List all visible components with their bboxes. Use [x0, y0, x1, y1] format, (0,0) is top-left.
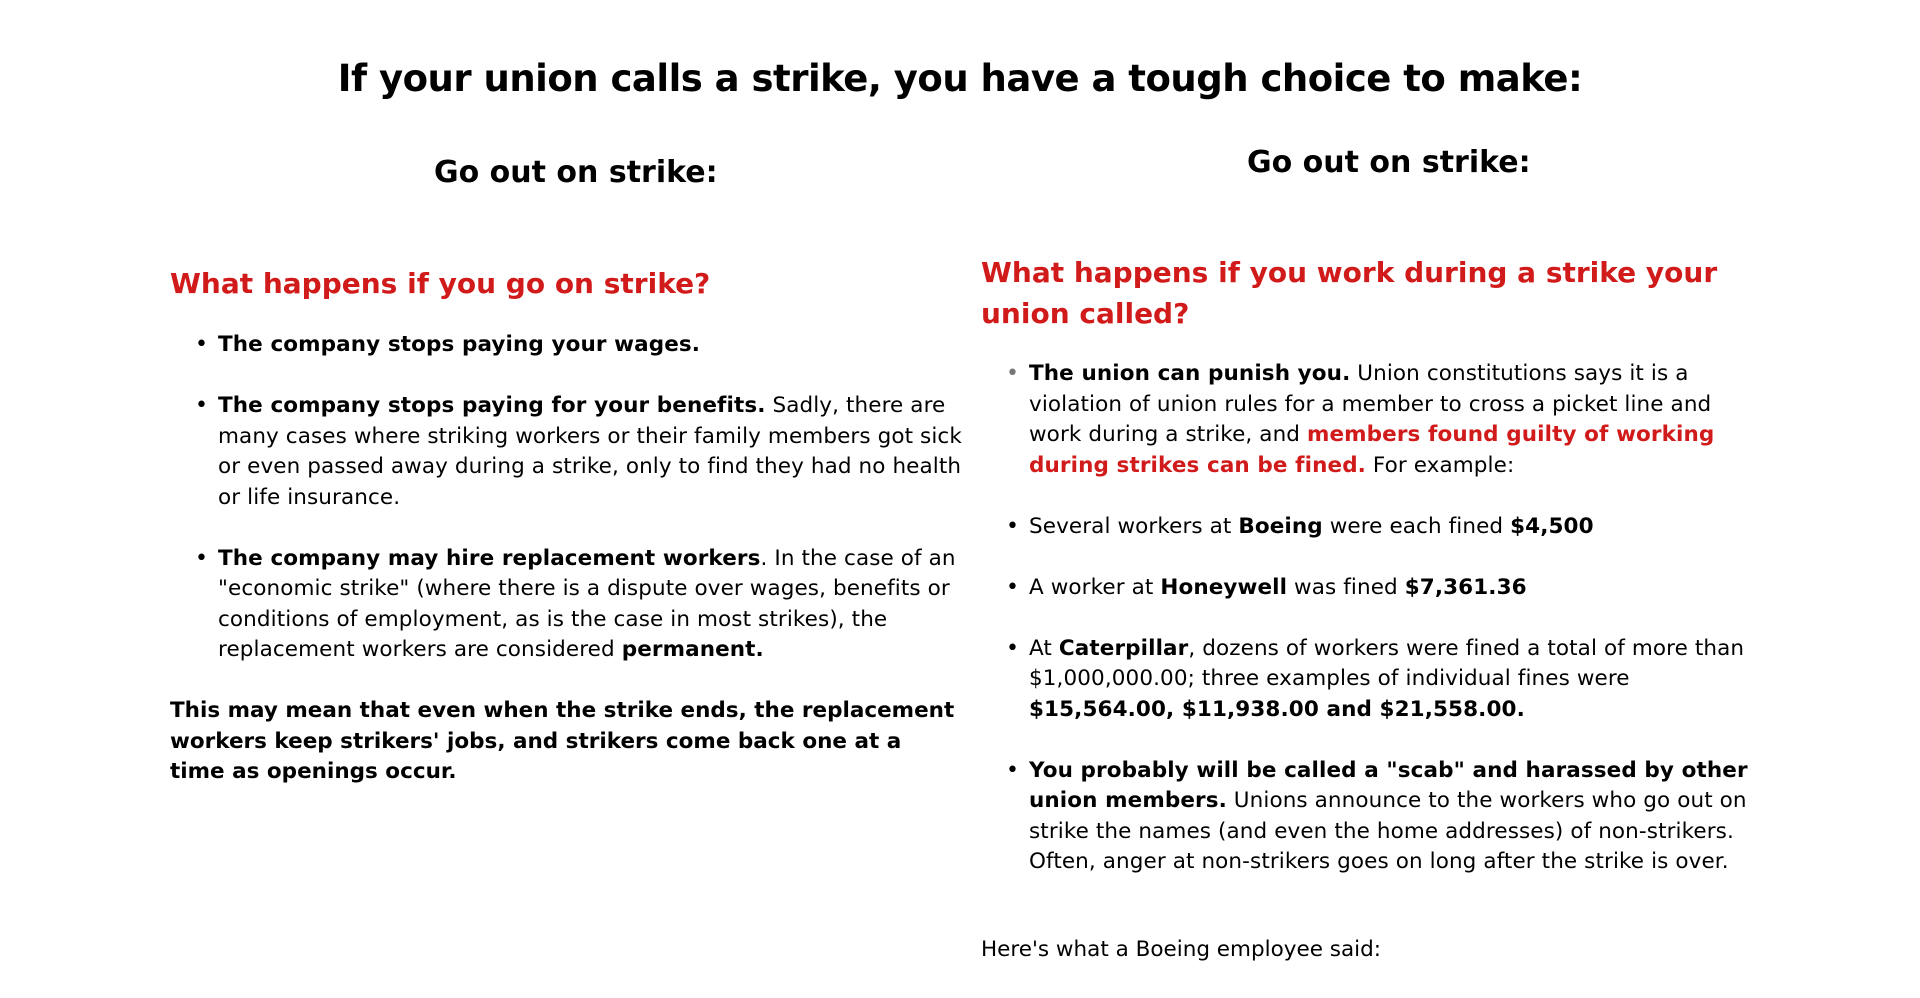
- company-name: Honeywell: [1160, 574, 1288, 600]
- list-item: [1029, 359, 1765, 481]
- bullet-text: At: [1029, 635, 1059, 661]
- bullet-text: was fined: [1287, 574, 1405, 600]
- column-heading: Go out on strike:: [434, 155, 718, 190]
- bullet-bold-text: The company stops paying for your benefits.: [218, 393, 766, 418]
- page-title: If your union calls a strike, you have a tough choice to make:: [337, 57, 1583, 100]
- bullet-bold-text: The company stops paying your wages.: [218, 332, 701, 357]
- fine-amount: $7,361.36: [1404, 574, 1527, 600]
- bullet-bold-text: The company may hire replacement workers: [218, 545, 761, 571]
- list-item: [218, 330, 963, 361]
- work-consequences-list: [981, 359, 1765, 908]
- fine-warning-text: members found guilty of working during strikes can be fined.: [1029, 422, 1715, 478]
- bullet-tail-text: For example:: [1365, 452, 1515, 478]
- bullet-bold-text: The union can punish you.: [1029, 361, 1351, 386]
- list-item: [1029, 634, 1765, 726]
- company-name: Boeing: [1238, 513, 1323, 539]
- bullet-text: Union constitutions says it is a violation of union rules for a member to cross a picket line and work during a strike, and: [1029, 361, 1712, 447]
- boeing-quote-intro: Here's what a Boeing employee said:: [981, 937, 1382, 962]
- replacement-note: This may mean that even when the strike ends, the replacement workers keep strikers' jobs, and strikers come back one at a time as openings occur.: [170, 698, 955, 784]
- bullet-text: . In the case of an "economic strike" (where there is a dispute over wages, benefits or conditions of employment, as is the case in most strikes), the replacement workers are considered: [218, 545, 956, 662]
- bullet-text: A worker at: [1029, 574, 1161, 600]
- fine-amount: $4,500: [1510, 513, 1594, 539]
- bullet-text: Sadly, there are many cases where striking workers or their family members got sick or even passed away during a strike, only to find they had no health or life insurance.: [218, 393, 962, 510]
- column-subheading: What happens if you go on strike?: [170, 267, 711, 300]
- bullet-text: Unions announce to the workers who go out on strike the names (and even the home addresses) of non-strikers. Often, anger at non-strikers goes on long after the strike is over.: [1029, 788, 1747, 874]
- bullet-text: Several workers at: [1029, 513, 1239, 539]
- bullet-text: were each fined: [1322, 513, 1511, 539]
- list-item: [1029, 512, 1765, 543]
- bullet-bold-end: permanent.: [621, 637, 764, 662]
- column-heading: Go out on strike:: [1247, 145, 1531, 180]
- bullet-text: , dozens of workers were fined a total of more than $1,000,000.00; three examples of individual fines were: [1029, 635, 1745, 691]
- column-subheading: What happens if you work during a strike your union called?: [981, 256, 1718, 330]
- list-item: [218, 391, 963, 513]
- company-name: Caterpillar: [1058, 635, 1189, 661]
- bullet-bold-text: You probably will be called a "scab" and harassed by other union members.: [1029, 757, 1748, 813]
- list-item: [1029, 756, 1765, 878]
- list-item: [1029, 573, 1765, 604]
- fine-amounts: $15,564.00, $11,938.00 and $21,558.00.: [1029, 696, 1525, 722]
- strike-consequences-list: [170, 330, 963, 696]
- list-item: [218, 544, 963, 666]
